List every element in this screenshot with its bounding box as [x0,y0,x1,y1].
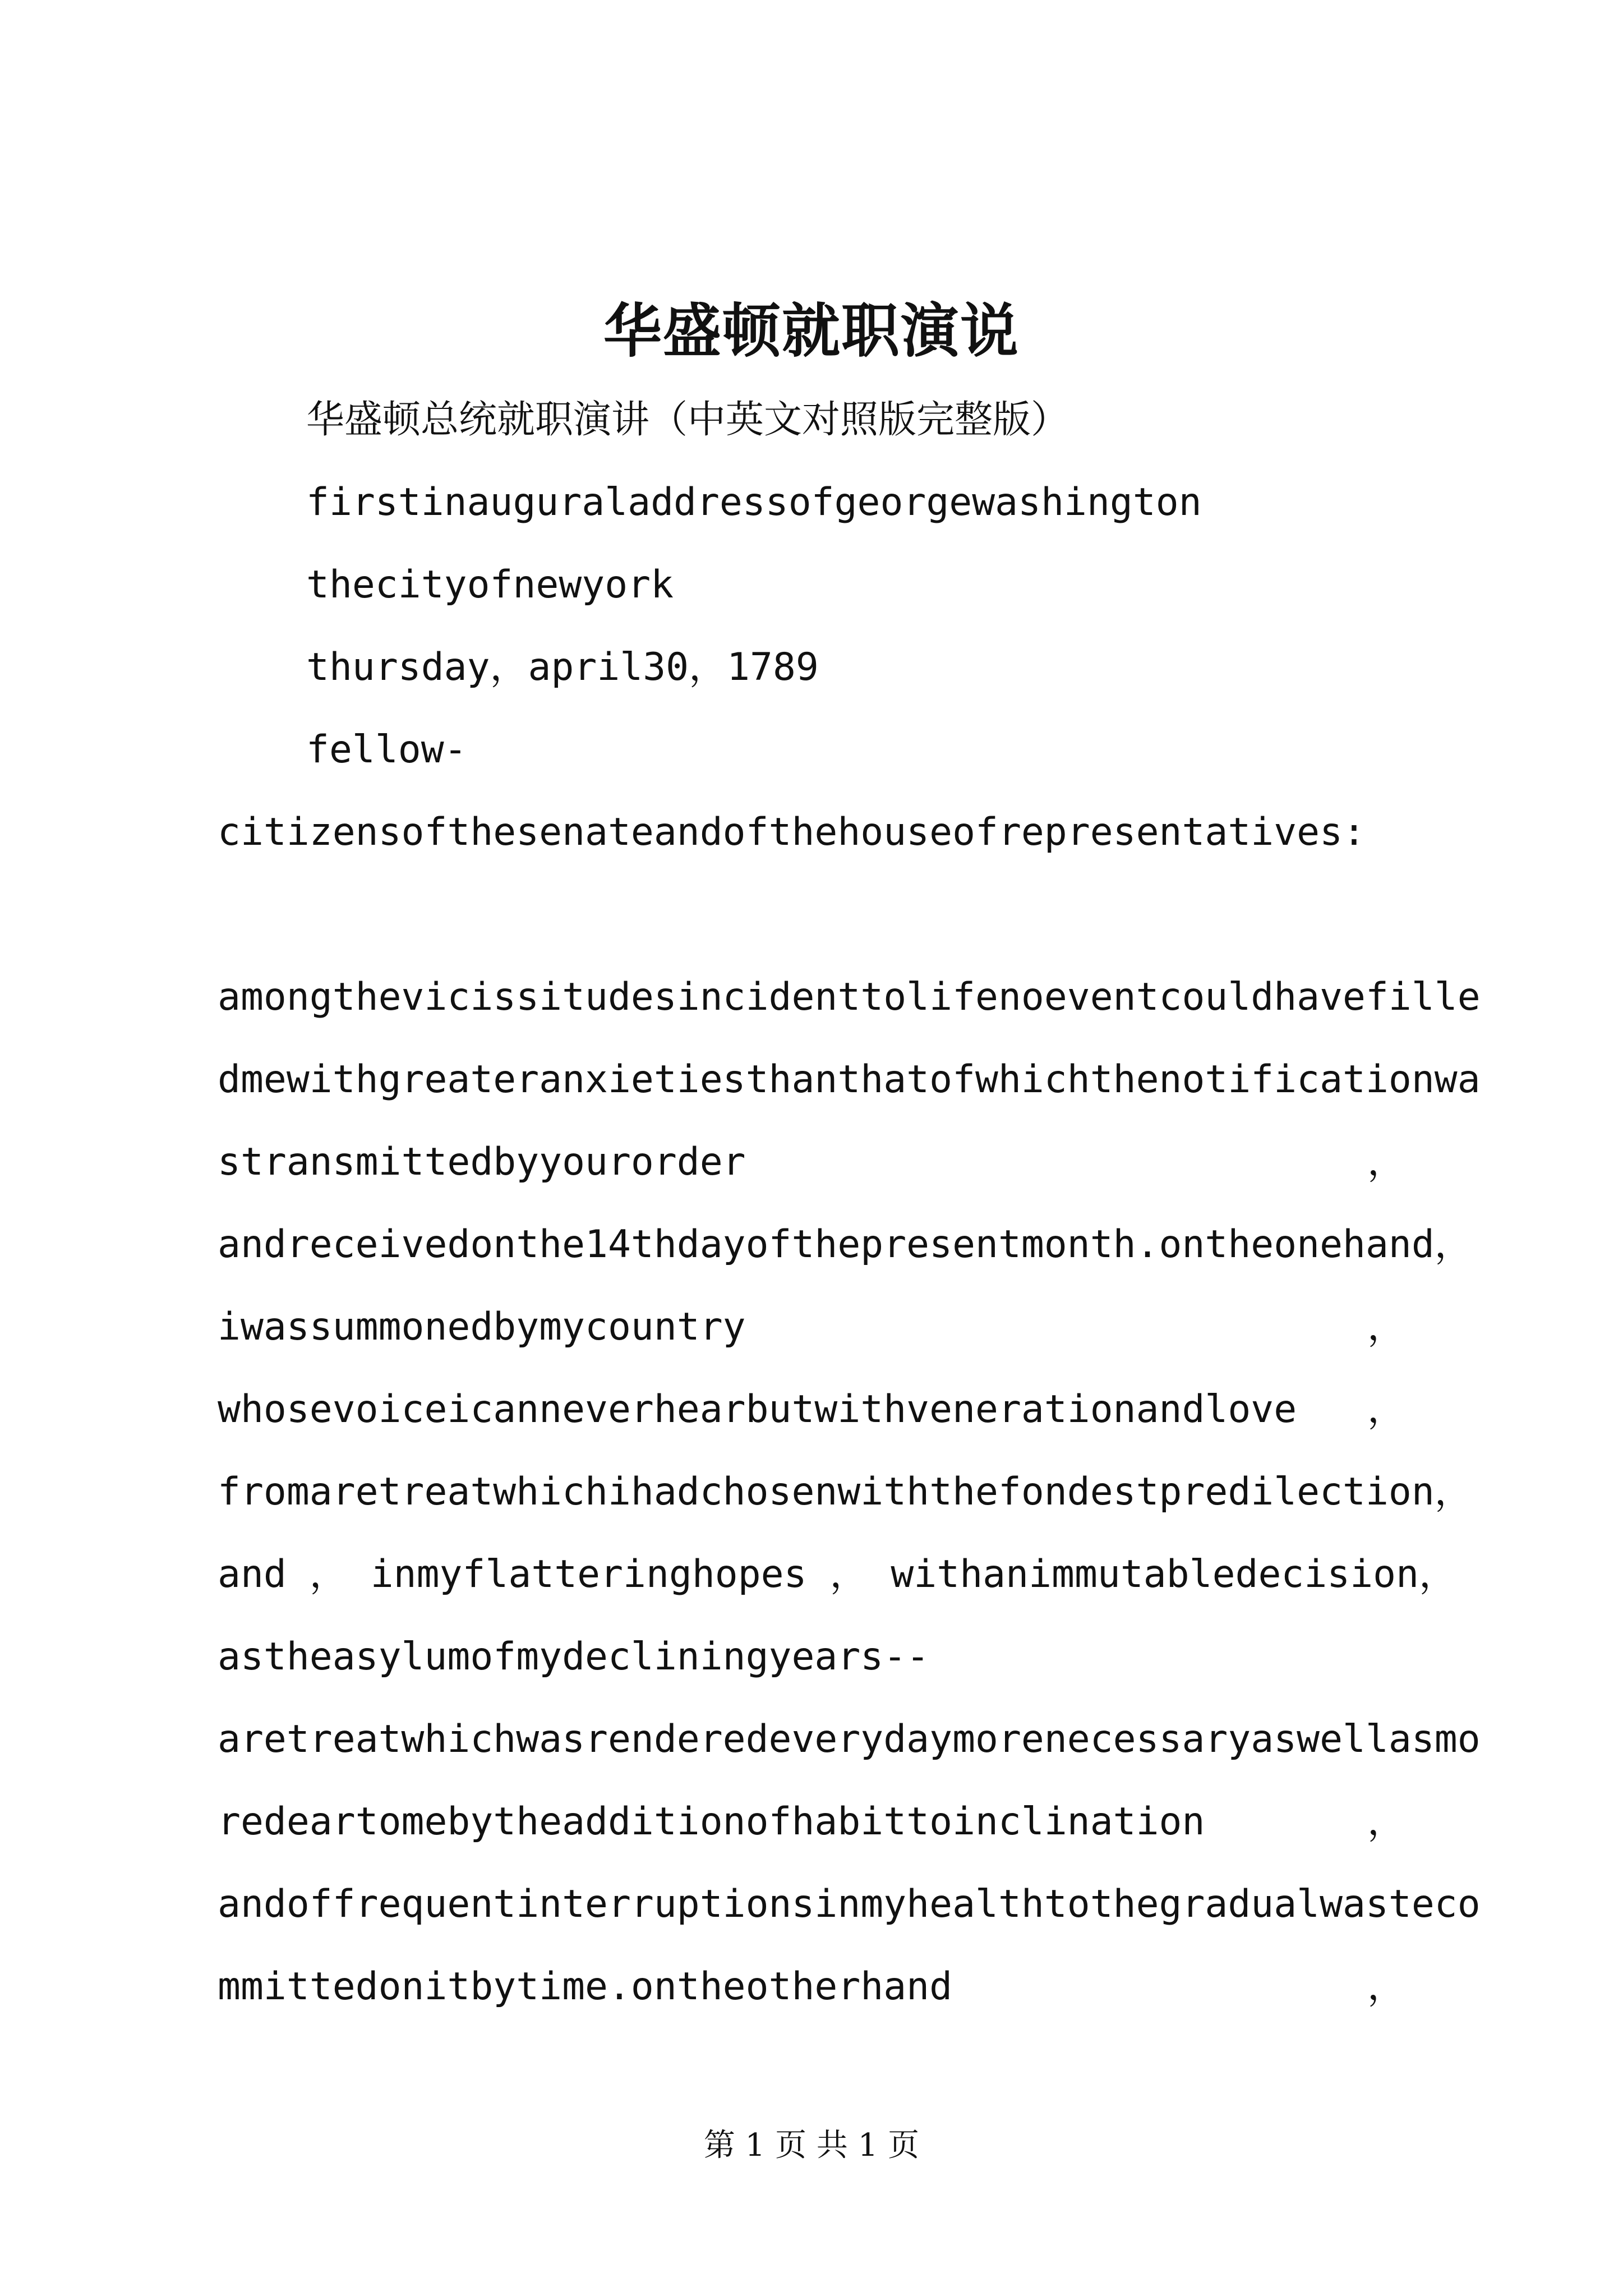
paragraph-line [218,1698,1481,1780]
paragraph-line-text: amongthevicissitudesincidenttolifenoeventcouldhavefille [218,975,1481,1019]
paragraph-line [218,1780,1405,1863]
paragraph-line-text: redeartomebytheadditionofhabittoinclination [218,1800,1205,1844]
heading-line: firstinauguraladdressofgeorgewashington [306,480,1202,524]
paragraph-line-text: iwassummonedbymycountry [218,1305,746,1349]
line-end-punctuation: ， [1434,1470,1473,1514]
paragraph-line-text: mmittedonitbytime.ontheotherhand [218,1964,953,2009]
subtitle-line: 华盛顿总统就职演讲（中英文对照版完整版） [306,398,1069,442]
paragraph-line [218,1038,1481,1121]
line-end-punctuation: ， [1367,1800,1405,1844]
line-end-punctuation: ， [1434,1222,1473,1267]
paragraph-line [218,1945,1405,2028]
heading-line: fellow- [306,728,467,772]
salutation-line: citizensofthesenateandofthehouseofrepresentatives: [218,810,1366,854]
line-end-punctuation: ， [1367,1964,1405,2009]
heading-line: thecityofnewyork [306,563,674,607]
heading-line: thursday，april30，1789 [306,645,819,689]
blank-line [218,873,1405,956]
paragraph-line-text: fromaretreatwhichihadchosenwiththefondestpredilection [218,1470,1435,1514]
document-body [218,379,1481,2028]
paragraph-line-text: and ， inmyflatteringhopes ， withanimmutabledecision [218,1552,1419,1596]
paragraph-line-text: astheasylumofmydecliningyears-- [218,1635,930,1679]
paragraph-line [218,1368,1405,1451]
line-end-punctuation: ， [1367,1387,1405,1432]
paragraph-line-text: aretreatwhichwasrenderedeverydaymorenecessaryaswellasmo [218,1717,1481,1761]
page-footer: 第 1 页 共 1 页 [703,2127,920,2164]
paragraph [218,956,1481,2028]
paragraph-line-text: dmewithgreateranxietiesthanthatofwhichthenotificationwa [218,1057,1481,1102]
line-end-punctuation: ， [1367,1305,1405,1349]
document-title: 华盛顿就职演说 [603,296,1020,365]
paragraph-line-text: andoffrequentinterruptionsinmyhealthtothegradualwasteco [218,1882,1481,1926]
paragraph-line [218,1121,1405,1203]
paragraph-line [218,956,1481,1038]
paragraph-line [218,1203,1473,1286]
line-end-punctuation: ， [1419,1552,1458,1596]
paragraph-line-text: andreceivedonthe14thdayofthepresentmonth.ontheonehand [218,1222,1435,1267]
paragraph-line-text: stransmittedbyyourorder [218,1140,746,1184]
paragraph-line [218,1616,1405,1698]
paragraph-line-text: whosevoiceicanneverhearbutwithvenerationandlove [218,1387,1297,1432]
line-end-punctuation: ， [1367,1140,1405,1184]
paragraph-line [218,1286,1405,1368]
paragraph-line [218,1451,1473,1533]
paragraph-line [218,1533,1458,1616]
paragraph-line [218,1863,1481,1945]
